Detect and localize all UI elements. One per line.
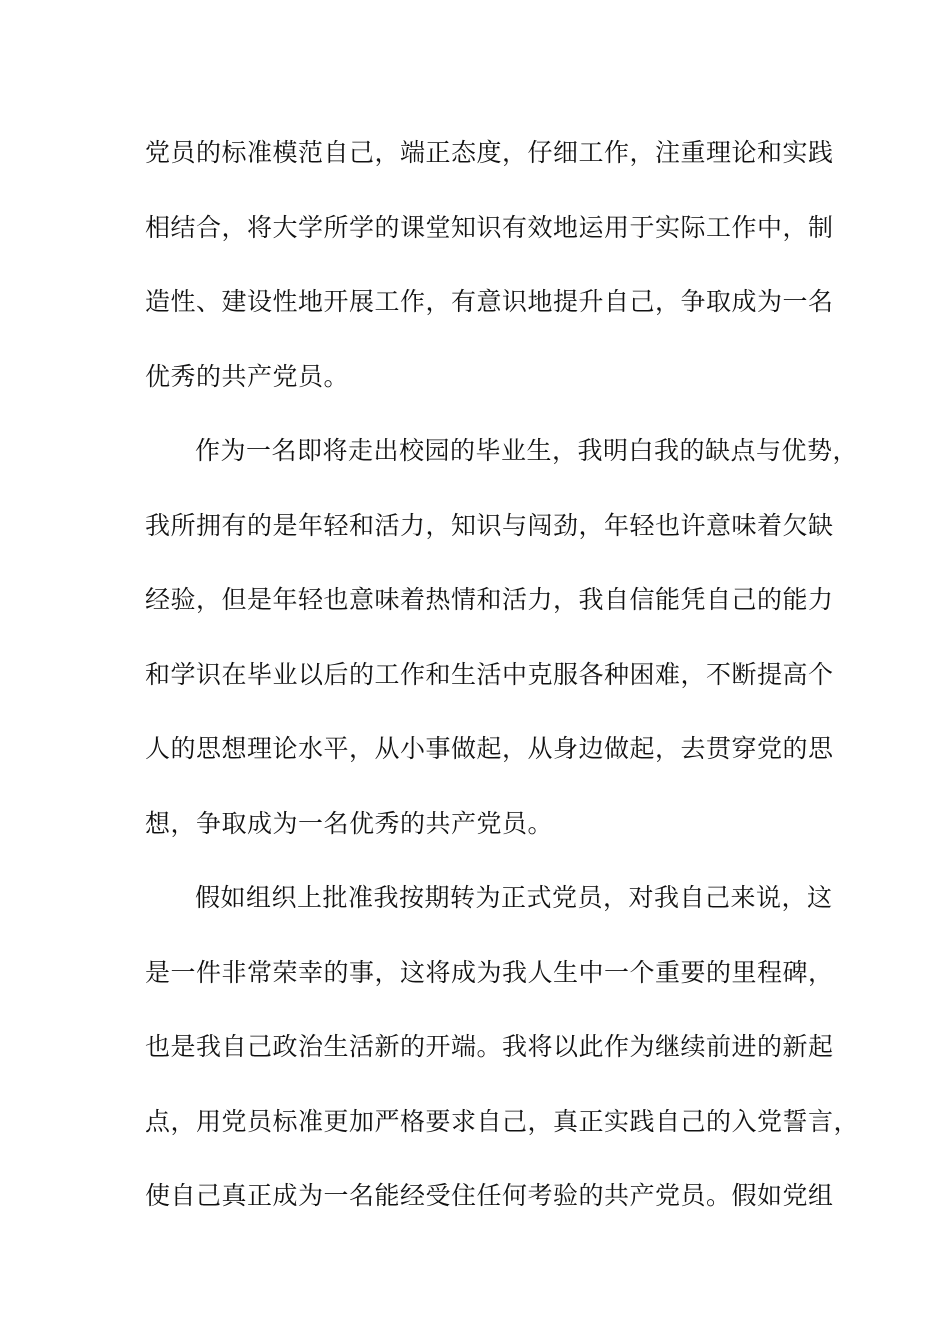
paragraph-line: 使自己真正成为一名能经受住任何考验的共产党员。假如党组 <box>145 1181 834 1210</box>
paragraph-line: 经验，但是年轻也意味着热情和活力，我自信能凭自己的能力 <box>145 585 834 614</box>
paragraph-line: 和学识在毕业以后的工作和生活中克服各种困难，不断提高个 <box>145 659 834 689</box>
paragraph-line: 想，争取成为一名优秀的共产党员。 <box>145 808 554 838</box>
paragraph-line: 也是我自己政治生活新的开端。我将以此作为继续前进的新起 <box>145 1032 834 1061</box>
paragraph-line: 是一件非常荣幸的事，这将成为我人生中一个重要的里程碑， <box>145 957 834 987</box>
paragraph-line: 人的思想理论水平，从小事做起，从身边做起，去贯穿党的思 <box>145 734 834 763</box>
paragraph-line: 优秀的共产党员。 <box>145 361 350 391</box>
paragraph-line: 相结合，将大学所学的课堂知识有效地运用于实际工作中，制 <box>145 212 834 242</box>
paragraph-line: 我所拥有的是年轻和活力，知识与闯劲，年轻也许意味着欠缺 <box>145 510 834 540</box>
paragraph-first-line: 假如组织上批准我按期转为正式党员，对我自己来说，这 <box>195 883 833 912</box>
paragraph-line: 党员的标准模范自己，端正态度，仔细工作，注重理论和实践 <box>145 138 834 167</box>
document-body <box>145 128 860 1246</box>
paragraph-line: 点，用党员标准更加严格要求自己，真正实践自己的入党誓言， <box>145 1106 860 1136</box>
paragraph-line: 造性、建设性地开展工作，有意识地提升自己，争取成为一名 <box>145 287 834 316</box>
paragraph-first-line: 作为一名即将走出校园的毕业生，我明白我的缺点与优势， <box>195 436 859 465</box>
